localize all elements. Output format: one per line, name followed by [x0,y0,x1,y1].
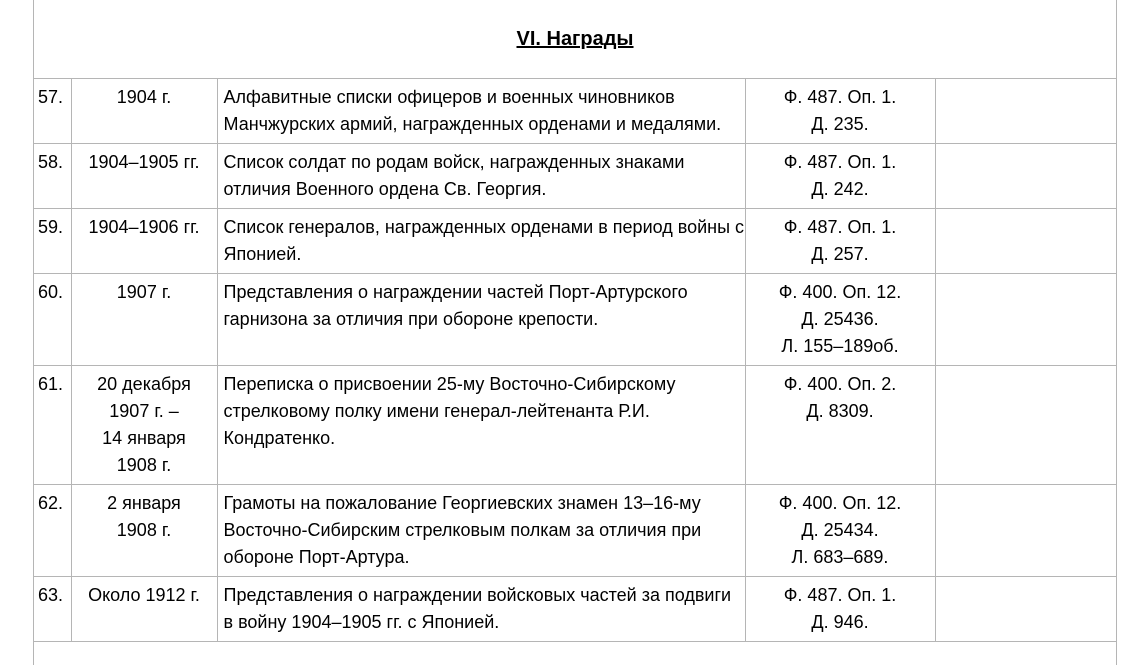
row-number: 62. [34,485,71,577]
row-note [935,577,1117,642]
row-date: 1907 г. [71,274,217,366]
row-note [935,366,1117,485]
row-note [935,144,1117,209]
row-number: 63. [34,577,71,642]
row-number: 58. [34,144,71,209]
row-number: 61. [34,366,71,485]
row-number: 57. [34,79,71,144]
row-note [935,79,1117,144]
row-archive-reference: Ф. 487. Оп. 1. Д. 235. [745,79,935,144]
row-archive-reference: Ф. 400. Оп. 12. Д. 25434. Л. 683–689. [745,485,935,577]
row-archive-reference: Ф. 400. Оп. 2. Д. 8309. [745,366,935,485]
row-archive-reference: Ф. 487. Оп. 1. Д. 242. [745,144,935,209]
table-row [34,274,1117,366]
section-header [34,0,1116,79]
row-date: Около 1912 г. [71,577,217,642]
row-date: 1904 г. [71,79,217,144]
row-archive-reference: Ф. 487. Оп. 1. Д. 946. [745,577,935,642]
row-number: 59. [34,209,71,274]
section-title: VI. Награды [516,28,634,50]
table-row [34,577,1117,642]
awards-table [34,78,1117,642]
row-number: 60. [34,274,71,366]
row-note [935,209,1117,274]
row-note [935,274,1117,366]
row-archive-reference: Ф. 487. Оп. 1. Д. 257. [745,209,935,274]
table-row [34,209,1117,274]
row-date: 1904–1905 гг. [71,144,217,209]
row-description: Список генералов, награжденных орденами в период войны с Японией. [217,209,745,274]
table-row [34,79,1117,144]
table-row [34,144,1117,209]
row-archive-reference: Ф. 400. Оп. 12. Д. 25436. Л. 155–189об. [745,274,935,366]
table-row [34,485,1117,577]
row-description: Грамоты на пожалование Георгиевских знамен 13–16-му Восточно-Сибирским стрелковым полкам за отличия при обороне Порт-Артура. [217,485,745,577]
row-date: 20 декабря 1907 г. – 14 января 1908 г. [71,366,217,485]
row-description: Представления о награждении частей Порт-Артурского гарнизона за отличия при обороне крепости. [217,274,745,366]
row-description: Переписка о присвоении 25-му Восточно-Сибирскому стрелковому полку имени генерал-лейтенанта Р.И. Кондратенко. [217,366,745,485]
row-note [935,485,1117,577]
row-date: 1904–1906 гг. [71,209,217,274]
row-description: Алфавитные списки офицеров и военных чиновников Манчжурских армий, награжденных орденами и медалями. [217,79,745,144]
row-description: Список солдат по родам войск, награжденных знаками отличия Военного ордена Св. Георгия. [217,144,745,209]
row-date: 2 января 1908 г. [71,485,217,577]
archive-document-page [33,0,1117,665]
table-row [34,366,1117,485]
row-description: Представления о награждении войсковых частей за подвиги в войну 1904–1905 гг. с Японией. [217,577,745,642]
